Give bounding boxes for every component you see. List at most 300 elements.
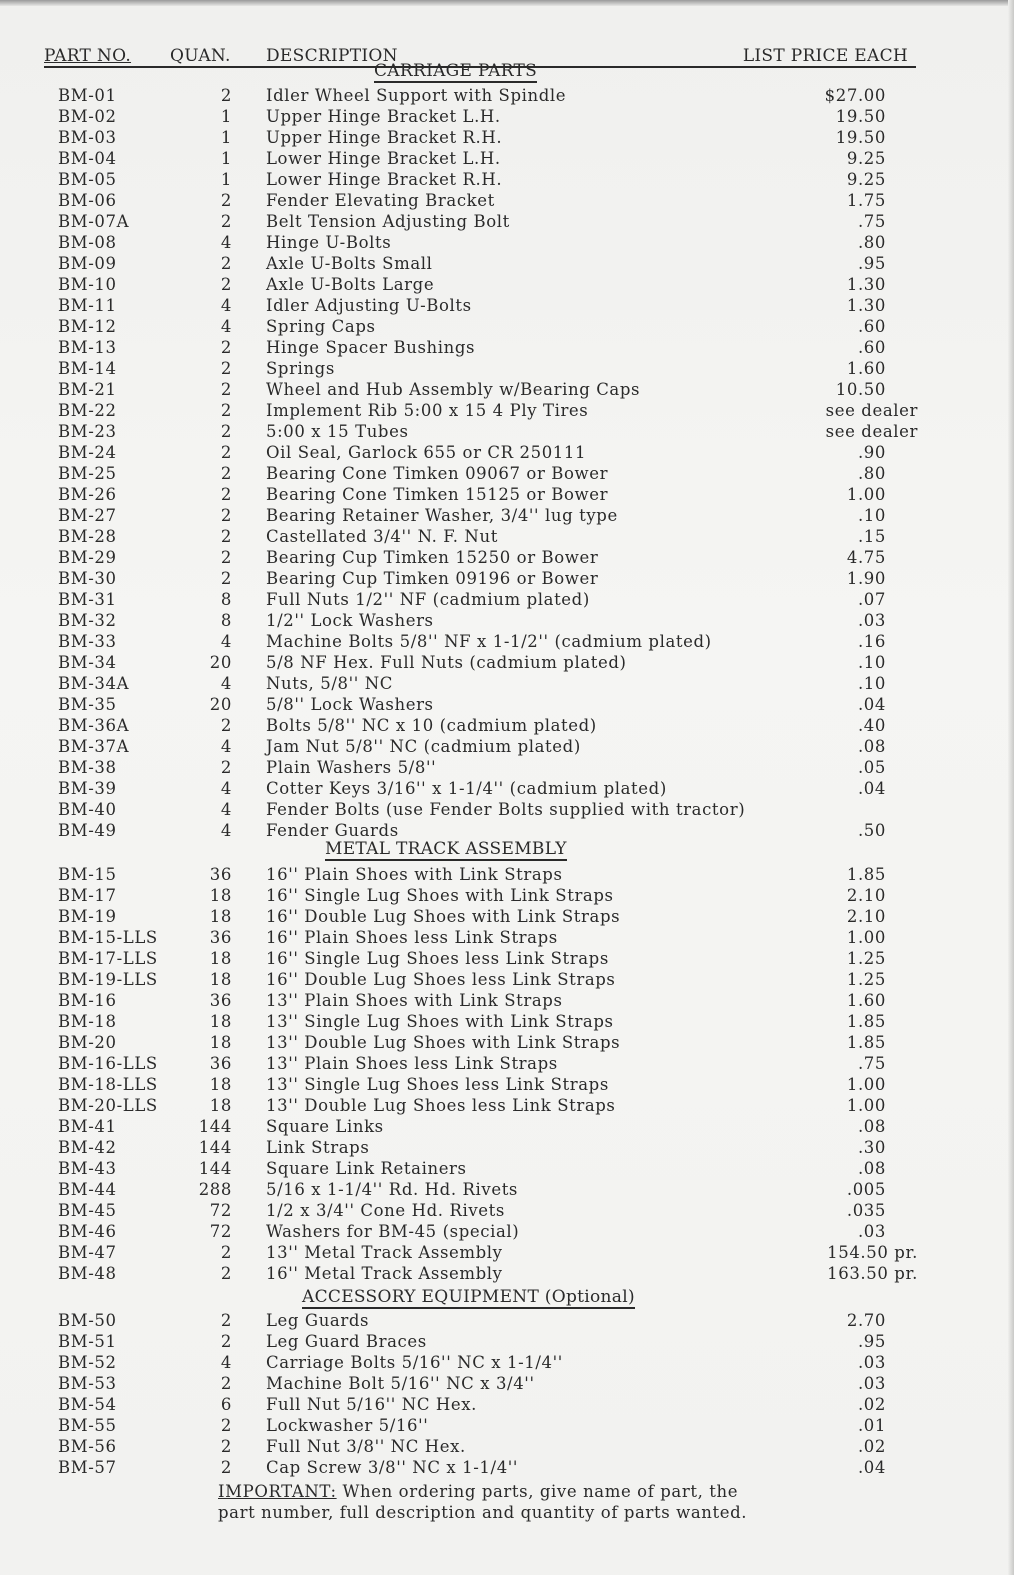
header-part-no: PART NO. [44,46,132,66]
part-number: BM-48 [58,1264,117,1283]
part-number: BM-13 [58,338,117,357]
quantity: 6 [220,1395,232,1414]
part-number: BM-53 [58,1374,117,1393]
quantity: 2 [220,1458,232,1477]
quantity: 1 [220,128,232,147]
quantity: 2 [220,422,232,441]
description: Leg Guard Braces [266,1332,427,1351]
quantity: 2 [220,485,232,504]
part-number: BM-14 [58,359,117,378]
part-number: BM-23 [58,422,117,441]
description: Cotter Keys 3/16'' x 1-1/4'' (cadmium plated) [266,779,667,798]
page-top-edge [0,0,1014,6]
table-row [0,484,1014,505]
description: Carriage Bolts 5/16'' NC x 1-1/4'' [266,1353,563,1372]
list-price: 1.90 [846,569,886,588]
table-row [0,1011,1014,1032]
quantity: 18 [209,1096,232,1115]
list-price: 1.60 [846,991,886,1010]
part-number: BM-04 [58,149,117,168]
table-row [0,885,1014,906]
description: Axle U-Bolts Small [266,254,433,273]
list-price: .01 [857,1416,886,1435]
part-number: BM-52 [58,1353,117,1372]
description: 16'' Metal Track Assembly [266,1264,503,1283]
description: Bearing Cone Timken 15125 or Bower [266,485,609,504]
list-price: .02 [857,1395,886,1414]
table-row [0,757,1014,778]
description: 16'' Single Lug Shoes with Link Straps [266,886,614,905]
quantity: 2 [220,569,232,588]
part-number: BM-20-LLS [58,1096,158,1115]
table-row [0,442,1014,463]
part-number: BM-31 [58,590,117,609]
quantity: 36 [209,928,232,947]
quantity: 4 [220,317,232,336]
description: 13'' Double Lug Shoes with Link Straps [266,1033,621,1052]
quantity: 2 [220,212,232,231]
list-price: .60 [857,317,886,336]
part-number: BM-41 [58,1117,117,1136]
quantity: 2 [220,1311,232,1330]
description: 13'' Plain Shoes less Link Straps [266,1054,558,1073]
table-row [0,1158,1014,1179]
quantity: 4 [220,821,232,840]
list-price: 1.00 [846,1075,886,1094]
table-row [0,1394,1014,1415]
table-row [0,1137,1014,1158]
part-number: BM-19 [58,907,117,926]
part-number: BM-40 [58,800,117,819]
list-price: .75 [857,1054,886,1073]
list-price: .10 [857,674,886,693]
part-number: BM-44 [58,1180,117,1199]
description: Bolts 5/8'' NC x 10 (cadmium plated) [266,716,597,735]
description: Bearing Cup Timken 15250 or Bower [266,548,599,567]
description: Fender Elevating Bracket [266,191,495,210]
description: 1/2'' Lock Washers [266,611,434,630]
quantity: 72 [209,1201,232,1220]
part-number: BM-10 [58,275,117,294]
description: Hinge U-Bolts [266,233,392,252]
table-row [0,820,1014,841]
quantity: 2 [220,380,232,399]
part-number: BM-46 [58,1222,117,1241]
quantity: 18 [209,949,232,968]
part-number: BM-50 [58,1311,117,1330]
part-number: BM-08 [58,233,117,252]
description: 5/8'' Lock Washers [266,695,434,714]
table-row [0,1331,1014,1352]
list-price: .03 [857,1222,886,1241]
quantity: 18 [209,886,232,905]
list-price: 1.00 [846,928,886,947]
list-price: 10.50 [835,380,886,399]
description: 13'' Plain Shoes with Link Straps [266,991,563,1010]
description: Bearing Retainer Washer, 3/4'' lug type [266,506,618,525]
part-number: BM-54 [58,1395,117,1414]
table-row [0,1263,1014,1284]
table-row [0,547,1014,568]
table-row [0,1179,1014,1200]
table-row [0,505,1014,526]
part-number: BM-32 [58,611,117,630]
part-number: BM-49 [58,821,117,840]
description: Full Nut 5/16'' NC Hex. [266,1395,477,1414]
important-text-2: part number, full description and quantity of parts wanted. [218,1503,748,1522]
list-price: .90 [857,443,886,462]
quantity: 18 [209,1075,232,1094]
part-number: BM-28 [58,527,117,546]
table-row [0,799,1014,820]
part-number: BM-47 [58,1243,117,1262]
table-row [0,589,1014,610]
description: Oil Seal, Garlock 655 or CR 250111 [266,443,587,462]
description: 16'' Plain Shoes with Link Straps [266,865,563,884]
description: Leg Guards [266,1311,370,1330]
part-number: BM-22 [58,401,117,420]
list-price: 1.60 [846,359,886,378]
part-number: BM-51 [58,1332,117,1351]
part-number: BM-45 [58,1201,117,1220]
description: 13'' Single Lug Shoes with Link Straps [266,1012,614,1031]
list-price: 4.75 [846,548,886,567]
part-number: BM-25 [58,464,117,483]
list-price: .035 [846,1201,886,1220]
quantity: 2 [220,359,232,378]
part-number: BM-09 [58,254,117,273]
table-row [0,864,1014,885]
part-number: BM-33 [58,632,117,651]
quantity: 2 [220,401,232,420]
part-number: BM-38 [58,758,117,777]
quantity: 20 [209,695,232,714]
list-price: .95 [857,1332,886,1351]
part-number: BM-16 [58,991,117,1010]
table-row [0,1310,1014,1331]
table-row [0,1200,1014,1221]
quantity: 1 [220,170,232,189]
quantity: 1 [220,107,232,126]
quantity: 4 [220,800,232,819]
quantity: 2 [220,527,232,546]
list-price: .005 [846,1180,886,1199]
important-label: IMPORTANT: [218,1482,337,1501]
table-row [0,673,1014,694]
table-row [0,990,1014,1011]
description: Full Nuts 1/2'' NF (cadmium plated) [266,590,590,609]
quantity: 2 [220,716,232,735]
table-row [0,610,1014,631]
quantity: 20 [209,653,232,672]
list-price: .03 [857,611,886,630]
quantity: 144 [198,1138,232,1157]
description: 16'' Single Lug Shoes less Link Straps [266,949,609,968]
table-row [0,1242,1014,1263]
list-price: 1.30 [846,275,886,294]
list-price: .05 [857,758,886,777]
quantity: 18 [209,907,232,926]
quantity: 2 [220,758,232,777]
section-title: CARRIAGE PARTS [374,61,538,81]
list-price: .08 [857,1117,886,1136]
list-price: 19.50 [835,128,886,147]
list-price: .15 [857,527,886,546]
description: Fender Bolts (use Fender Bolts supplied with tractor) [266,800,746,819]
table-row [0,1352,1014,1373]
table-row [0,211,1014,232]
part-number: BM-26 [58,485,117,504]
part-number: BM-15 [58,865,117,884]
part-number: BM-11 [58,296,117,315]
list-price: .16 [857,632,886,651]
list-price: 1.00 [846,485,886,504]
quantity: 8 [220,590,232,609]
list-price: .40 [857,716,886,735]
list-price: .75 [857,212,886,231]
description: Idler Adjusting U-Bolts [266,296,472,315]
table-row [0,337,1014,358]
table-row [0,906,1014,927]
part-number: BM-16-LLS [58,1054,158,1073]
part-number: BM-07A [58,212,130,231]
table-row [0,463,1014,484]
quantity: 36 [209,991,232,1010]
quantity: 4 [220,779,232,798]
description: Fender Guards [266,821,399,840]
part-number: BM-27 [58,506,117,525]
list-price: .08 [857,1159,886,1178]
part-number: BM-35 [58,695,117,714]
important-note-line-2 [218,1502,747,1523]
quantity: 2 [220,86,232,105]
quantity: 4 [220,737,232,756]
list-price: 1.00 [846,1096,886,1115]
table-row [0,568,1014,589]
table-row [0,1436,1014,1457]
list-price: .03 [857,1353,886,1372]
list-price: 2.70 [846,1311,886,1330]
list-price: 1.25 [846,970,886,989]
list-price: 1.30 [846,296,886,315]
list-price: .60 [857,338,886,357]
part-number: BM-36A [58,716,130,735]
part-number: BM-42 [58,1138,117,1157]
list-price: .04 [857,1458,886,1477]
quantity: 144 [198,1159,232,1178]
table-row [0,948,1014,969]
quantity: 2 [220,1416,232,1435]
quantity: 2 [220,1332,232,1351]
quantity: 2 [220,506,232,525]
list-price: .03 [857,1374,886,1393]
table-row [0,1373,1014,1394]
list-price: 1.25 [846,949,886,968]
description: Belt Tension Adjusting Bolt [266,212,510,231]
part-number: BM-12 [58,317,117,336]
description: 5/8 NF Hex. Full Nuts (cadmium plated) [266,653,627,672]
list-price: .02 [857,1437,886,1456]
list-price: .07 [857,590,886,609]
list-price: 1.85 [846,865,886,884]
table-row [0,421,1014,442]
list-price: .08 [857,737,886,756]
list-price: .10 [857,506,886,525]
description: Washers for BM-45 (special) [266,1222,520,1241]
part-number: BM-18 [58,1012,117,1031]
table-row [0,358,1014,379]
list-price: 1.75 [846,191,886,210]
description: Springs [266,359,335,378]
table-row [0,631,1014,652]
table-row [0,526,1014,547]
part-number: BM-37A [58,737,130,756]
header-description: DESCRIPTION [266,46,398,66]
part-number: BM-39 [58,779,117,798]
description: Wheel and Hub Assembly w/Bearing Caps [266,380,641,399]
part-number: BM-02 [58,107,117,126]
quantity: 2 [220,275,232,294]
quantity: 18 [209,970,232,989]
table-row [0,1415,1014,1436]
header-list-price: LIST PRICE EACH [742,46,908,66]
table-row [0,316,1014,337]
list-price: .80 [857,233,886,252]
list-price: .30 [857,1138,886,1157]
important-text-1: When ordering parts, give name of part, the [336,1482,739,1501]
part-number: BM-56 [58,1437,117,1456]
quantity: 2 [220,464,232,483]
part-number: BM-21 [58,380,117,399]
description: 16'' Double Lug Shoes with Link Straps [266,907,621,926]
description: 5/16 x 1-1/4'' Rd. Hd. Rivets [266,1180,518,1199]
description: Bearing Cup Timken 09196 or Bower [266,569,599,588]
quantity: 4 [220,632,232,651]
description: 16'' Double Lug Shoes less Link Straps [266,970,616,989]
quantity: 4 [220,296,232,315]
quantity: 36 [209,865,232,884]
list-price: 19.50 [835,107,886,126]
list-price: 9.25 [846,170,886,189]
quantity: 2 [220,191,232,210]
important-note-line-1 [218,1481,738,1502]
part-number: BM-30 [58,569,117,588]
description: Spring Caps [266,317,376,336]
quantity: 2 [220,1437,232,1456]
table-row [0,1221,1014,1242]
part-number: BM-19-LLS [58,970,158,989]
list-price: see dealer [825,401,918,420]
description: Upper Hinge Bracket L.H. [266,107,501,126]
part-number: BM-03 [58,128,117,147]
description: 13'' Double Lug Shoes less Link Straps [266,1096,616,1115]
description: 13'' Metal Track Assembly [266,1243,503,1262]
quantity: 36 [209,1054,232,1073]
description: Lower Hinge Bracket R.H. [266,170,503,189]
list-price: $27.00 [824,86,886,105]
table-row [0,1053,1014,1074]
table-row [0,1032,1014,1053]
table-row [0,379,1014,400]
description: 13'' Single Lug Shoes less Link Straps [266,1075,609,1094]
quantity: 144 [198,1117,232,1136]
part-number: BM-55 [58,1416,117,1435]
table-row [0,736,1014,757]
table-row [0,400,1014,421]
description: Hinge Spacer Bushings [266,338,476,357]
table-row [0,85,1014,106]
table-row [0,652,1014,673]
quantity: 4 [220,1353,232,1372]
table-row [0,715,1014,736]
part-number: BM-34 [58,653,117,672]
description: Machine Bolt 5/16'' NC x 3/4'' [266,1374,535,1393]
list-price: 9.25 [846,149,886,168]
quantity: 2 [220,338,232,357]
table-row [0,127,1014,148]
list-price: .04 [857,695,886,714]
table-row [0,148,1014,169]
part-number: BM-06 [58,191,117,210]
part-number: BM-34A [58,674,130,693]
description: Square Links [266,1117,384,1136]
table-row [0,190,1014,211]
quantity: 18 [209,1033,232,1052]
description: Square Link Retainers [266,1159,467,1178]
description: Full Nut 3/8'' NC Hex. [266,1437,466,1456]
table-row [0,1116,1014,1137]
quantity: 4 [220,674,232,693]
table-row [0,1074,1014,1095]
description: 16'' Plain Shoes less Link Straps [266,928,558,947]
list-price: 1.85 [846,1033,886,1052]
list-price: 154.50 pr. [827,1243,918,1262]
table-row [0,106,1014,127]
list-price: 1.85 [846,1012,886,1031]
quantity: 2 [220,548,232,567]
table-row [0,1457,1014,1478]
table-row [0,169,1014,190]
list-price: .10 [857,653,886,672]
quantity: 72 [209,1222,232,1241]
part-number: BM-29 [58,548,117,567]
table-row [0,1095,1014,1116]
description: Link Straps [266,1138,370,1157]
quantity: 2 [220,1264,232,1283]
description: Cap Screw 3/8'' NC x 1-1/4'' [266,1458,519,1477]
description: Castellated 3/4'' N. F. Nut [266,527,498,546]
list-price: .80 [857,464,886,483]
part-number: BM-43 [58,1159,117,1178]
quantity: 2 [220,1374,232,1393]
description: Idler Wheel Support with Spindle [266,86,567,105]
description: Nuts, 5/8'' NC [266,674,393,693]
quantity: 1 [220,149,232,168]
part-number: BM-17-LLS [58,949,158,968]
list-price: .50 [857,821,886,840]
description: Lockwasher 5/16'' [266,1416,429,1435]
quantity: 8 [220,611,232,630]
table-row [0,778,1014,799]
description: Plain Washers 5/8'' [266,758,437,777]
description: Lower Hinge Bracket L.H. [266,149,501,168]
table-row [0,232,1014,253]
description: Machine Bolts 5/8'' NF x 1-1/2'' (cadmium plated) [266,632,712,651]
description: Upper Hinge Bracket R.H. [266,128,503,147]
list-price: 2.10 [846,907,886,926]
description: Axle U-Bolts Large [266,275,435,294]
part-number: BM-18-LLS [58,1075,158,1094]
